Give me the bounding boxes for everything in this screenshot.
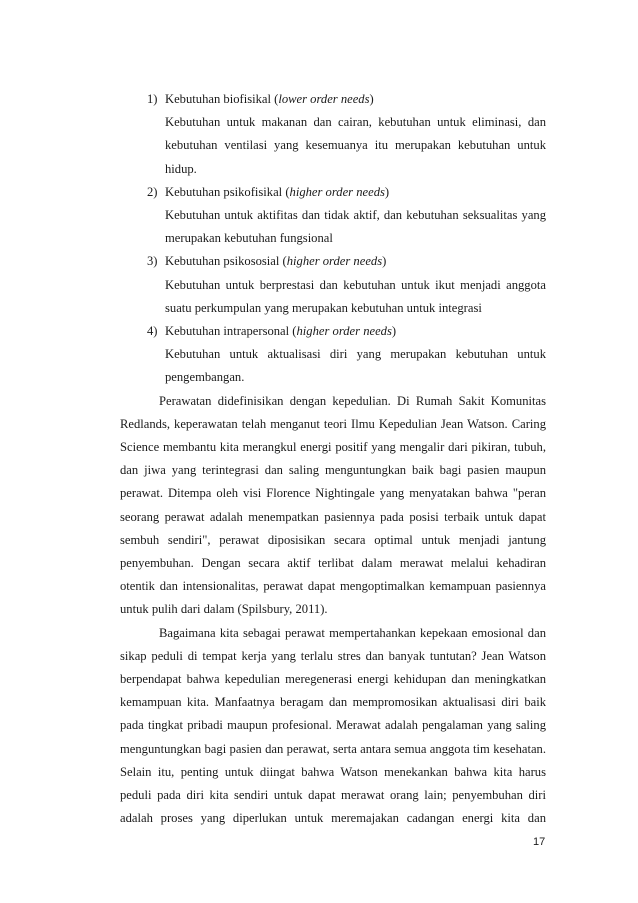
list-item-number: 3) — [147, 254, 158, 269]
list-item-term: higher order needs — [296, 324, 392, 338]
paragraph-line: kemampuan kita. Manfaatnya beragam dan mempromosikan aktualisasi diri baik — [120, 695, 546, 710]
paragraph-line: Perawatan didefinisikan dengan kepedulian. Di Rumah Sakit Komunitas — [159, 393, 546, 408]
list-item-text-line: hidup. — [165, 161, 197, 176]
list-item-number: 4) — [147, 324, 158, 338]
list-item-close-paren: ) — [369, 92, 374, 106]
list-item-text-line: kebutuhan ventilasi yang kesemuanya itu merupakan kebutuhan untuk — [165, 138, 546, 153]
paragraph-line: Science membantu kita merangkul energi positif yang mengalir dari pikiran, tubuh, — [120, 440, 546, 454]
list-item-title: Kebutuhan biofisikal ( — [165, 92, 279, 106]
list-item-text-line: suatu perkumpulan yang merupakan kebutuhan untuk integrasi — [165, 300, 482, 315]
list-item-title: Kebutuhan intrapersonal ( — [165, 324, 297, 338]
paragraph-line: sembuh sendiri", perawat diposisikan secara optimal untuk menjadi jantung — [120, 532, 546, 547]
paragraph-line: Bagaimana kita sebagai perawat mempertahankan kepekaan emosional dan — [159, 625, 546, 640]
list-item-heading — [165, 181, 546, 204]
list-item-heading — [165, 320, 546, 343]
list-item-close-paren: ) — [391, 324, 397, 338]
list-item-term: higher order needs — [286, 254, 383, 269]
paragraph-line: penyembuhan. Dengan secara aktif terlibat dalam merawat melalui kehadiran — [120, 556, 546, 570]
list-item-term: higher order needs — [289, 184, 385, 199]
list-item-close-paren: ) — [384, 184, 390, 199]
list-item-text-line: Kebutuhan untuk makanan dan cairan, kebutuhan untuk eliminasi, dan — [165, 115, 546, 130]
paragraph-line: Selain itu, penting untuk diingat bahwa Watson menekankan bahwa kita harus — [120, 764, 546, 779]
list-item-text-line: pengembangan. — [165, 370, 245, 385]
list-item-title: Kebutuhan psikososial ( — [165, 254, 287, 269]
list-item-number: 2) — [147, 184, 158, 199]
paragraph-line: otentik dan intensionalitas, perawat dapat mengoptimalkan kemampuan pasiennya — [120, 579, 546, 594]
paragraph-line: perawat. Ditempa oleh visi Florence Nightingale yang menyatakan bahwa "peran — [120, 486, 546, 501]
paragraph-line: sikap peduli di tempat kerja yang terlalu stres dan banyak tuntutan? Jean Watson — [120, 648, 546, 663]
list-item-title: Kebutuhan psikofisikal ( — [165, 184, 290, 199]
paragraph-line: seorang perawat adalah menempatkan pasiennya pada posisi terbaik untuk dapat — [120, 509, 546, 524]
paragraph-line: untuk pulih dari dalam (Spilsbury, 2011). — [120, 602, 328, 617]
paragraph-line: menguntungkan bagi pasien dan perawat, serta antara semua anggota tim kesehatan. — [120, 741, 546, 756]
paragraph-line: berpendapat bahwa kepedulian meregenerasi energi kehidupan dan meningkatkan — [120, 672, 546, 686]
list-item-number: 1) — [147, 92, 158, 106]
paragraph-line: dan jiwa yang terintegrasi dan saling menguntungkan baik bagi pasien maupun — [120, 463, 546, 478]
list-item-close-paren: ) — [382, 254, 387, 269]
list-item-text-line: Kebutuhan untuk berprestasi dan kebutuhan untuk ikut menjadi anggota — [165, 277, 546, 292]
page-number: 17 — [533, 836, 546, 848]
list-item-heading — [165, 88, 546, 111]
paragraph-line: peduli pada diri kita sendiri untuk dapat merawat orang lain; penyembuhan diri — [120, 788, 546, 802]
list-item-heading — [165, 250, 546, 273]
paragraph-line: Redlands, keperawatan telah menganut teori Ilmu Kepedulian Jean Watson. Caring — [120, 416, 546, 431]
paragraph-line: pada tingkat pribadi maupun profesional. Merawat adalah pengalaman yang saling — [120, 718, 546, 733]
list-item-text-line: Kebutuhan untuk aktifitas dan tidak aktif, dan kebutuhan seksualitas yang — [165, 208, 546, 222]
list-item-term: lower order needs — [278, 92, 370, 106]
paragraph-line: adalah proses yang diperlukan untuk meremajakan cadangan energi kita dan — [120, 811, 546, 826]
list-item-text-line: Kebutuhan untuk aktualisasi diri yang merupakan kebutuhan untuk — [165, 347, 546, 362]
list-item-text-line: merupakan kebutuhan fungsional — [165, 231, 333, 246]
